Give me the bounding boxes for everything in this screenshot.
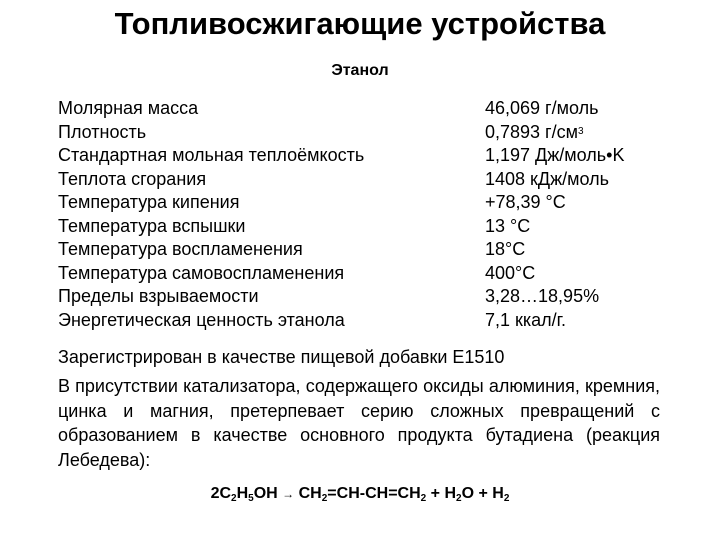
property-label: Температура воспламенения [58,239,303,259]
plus-sign: + [430,485,440,502]
formula-subscript: 2 [321,493,328,504]
product-hydrogen [492,485,509,502]
property-row [58,191,678,215]
formula-part: H [236,485,249,502]
property-value: 400°C [485,262,536,283]
formula-subscript: 5 [248,493,254,504]
property-label: Молярная масса [58,98,199,118]
formula-subscript: 2 [503,493,510,504]
property-row [58,144,678,168]
formula-subscript: 2 [456,493,462,504]
product-water [444,485,474,502]
property-row [58,309,678,333]
properties-table [58,97,678,332]
property-label: Пределы взрываемости [58,286,259,306]
property-value: 3,28…18,95% [485,286,600,306]
chemical-equation [0,482,720,511]
formula-part: H [492,485,504,502]
reaction-arrow: → [282,487,295,501]
formula-part: =CH-CH=CH [327,485,421,502]
property-value: 46,069 г/моль [485,98,599,118]
reactant [211,485,278,502]
property-row [58,97,678,121]
property-label: Энергетическая ценность этанола [58,309,345,330]
section-subtitle: Этанол [331,62,389,79]
plus-sign: + [478,485,488,502]
property-row [58,285,678,309]
food-additive-note: Зарегистрирован в качестве пищевой добавки E1510 [58,347,505,367]
property-value: 7,1 ккал/г. [485,309,567,330]
formula-part: OH [253,485,278,502]
property-row [58,121,678,145]
property-label: Температура кипения [58,192,240,212]
formula-part: H [444,485,457,502]
property-row [58,238,678,262]
property-row [58,215,678,239]
property-value: 1,197 Дж/моль•K [485,145,625,165]
formula-part: O [461,485,475,502]
unit-superscript: 3 [578,125,584,137]
reaction-description: В присутствии катализатора, содержащего оксиды алюминия, кремния, цинка и магния, претерпевает серию сложных превращений с образованием в качестве основного продукта бутадиена (реакция Лебедева): [58,376,660,470]
property-row [58,168,678,192]
formula-subscript: 2 [231,493,237,504]
product-butadiene [299,485,427,502]
property-row [58,262,678,286]
formula-part: 2C [210,485,232,502]
property-value-text: 0,7893 г/см [485,121,578,142]
property-value: +78,39 °C [485,192,566,212]
property-value: 13 °C [485,215,531,236]
property-label: Температура вспышки [58,215,246,236]
page-title: Топливосжигающие устройства [114,6,606,41]
property-label: Теплота сгорания [58,168,207,189]
property-label: Стандартная мольная теплоёмкость [58,145,365,165]
property-label: Температура самовоспламенения [58,262,345,283]
property-value [485,121,584,145]
property-value: 1408 кДж/моль [485,168,610,189]
property-value: 18°C [485,239,526,259]
formula-part: CH [298,485,322,502]
formula-subscript: 2 [420,493,427,504]
property-label: Плотность [58,121,147,142]
